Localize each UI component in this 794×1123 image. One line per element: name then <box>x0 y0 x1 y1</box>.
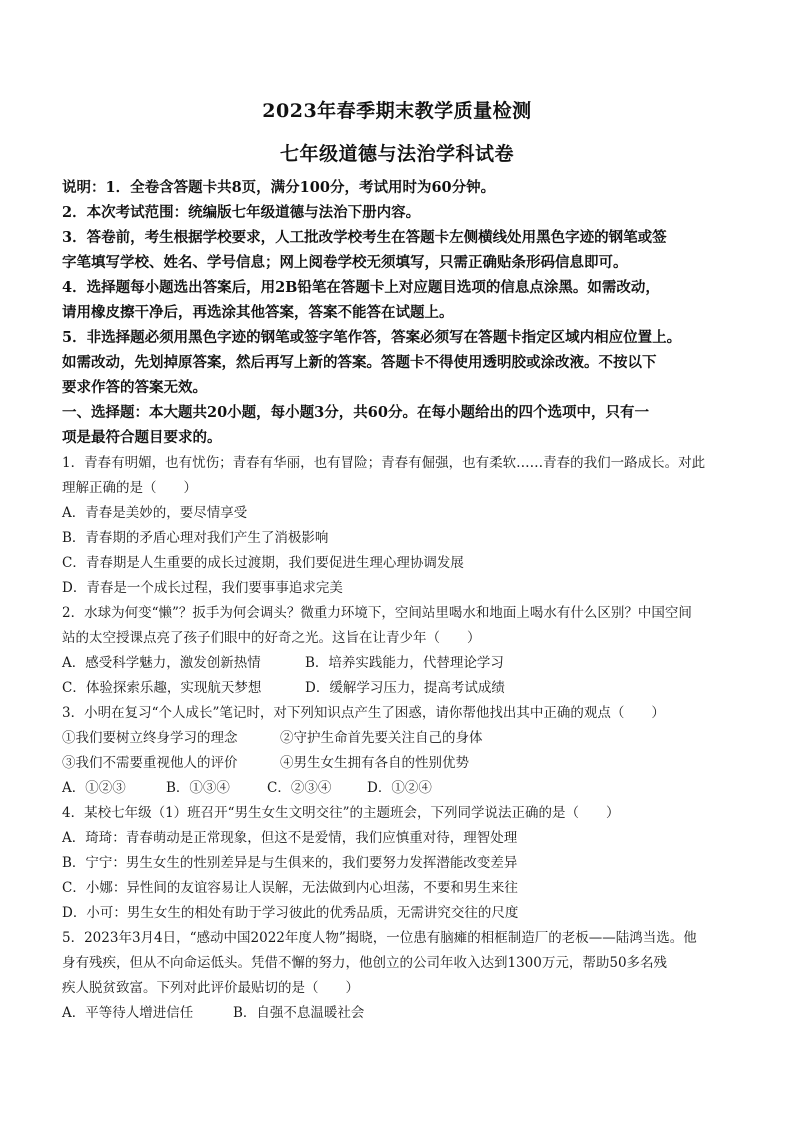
question-1-option-b: B．青春期的矛盾心理对我们产生了消极影响 <box>62 530 329 546</box>
question-3-statement-1: ①我们要树立终身学习的理念 <box>62 730 238 746</box>
question-1-stem: 1．青春有明媚，也有忧伤；青春有华丽，也有冒险；青春有倔强，也有柔软……青春的我们一路成长。对此 <box>62 455 706 471</box>
question-3-statement-4: ④男生女生拥有各自的性别优势 <box>280 755 469 771</box>
question-3-option-b: B．①③④ <box>166 780 230 796</box>
question-5-stem: 身有残疾，但从不向命运低头。凭借不懈的努力，他创立的公司年收入达到1300万元，帮助50多名残 <box>62 955 668 971</box>
instruction-line: 4．选择题每小题选出答案后，用2B铅笔在答题卡上对应题目选项的信息点涂黑。如需改动， <box>62 279 660 296</box>
question-3-option-a: A．①②③ <box>62 780 126 796</box>
instruction-line: 说明：1．全卷含答题卡共8页，满分100分，考试用时为60分钟。 <box>62 179 496 196</box>
instruction-line: 5．非选择题必须用黑色字迹的钢笔或签字笔作答，答案必须写在答题卡指定区域内相应位置上。 <box>62 329 682 346</box>
question-3-stem: 3．小明在复习“个人成长”笔记时，对下列知识点产生了困惑，请你帮他找出其中正确的观点（ ） <box>62 705 665 721</box>
instruction-line: 要求作答的答案无效。 <box>62 379 207 396</box>
question-1-option-d: D．青春是一个成长过程，我们要事事追求完美 <box>62 580 343 596</box>
question-5-stem: 5．2023年3月4日，“感动中国2022年度人物”揭晓，一位患有脑瘫的相框制造厂的老板——陆鸿当选。他 <box>62 930 697 946</box>
question-1-stem: 理解正确的是（ ） <box>62 480 197 496</box>
question-4-option-b: B．宁宁：男生女生的性别差异是与生俱来的，我们要努力发挥潜能改变差异 <box>62 855 518 871</box>
section-heading: 一、选择题：本大题共20小题，每小题3分，共60分。在每小题给出的四个选项中，只有一 <box>62 404 649 421</box>
question-1-option-a: A．青春是美妙的，要尽情享受 <box>62 505 248 521</box>
exam-subtitle: 七年级道德与法治学科试卷 <box>279 143 514 165</box>
instruction-line: 字笔填写学校、姓名、学号信息；网上阅卷学校无须填写，只需正确贴条形码信息即可。 <box>62 254 628 271</box>
question-1-option-c: C．青春期是人生重要的成长过渡期，我们要促进生理心理协调发展 <box>62 555 464 571</box>
question-4-stem: 4．某校七年级（1）班召开“男生女生文明交往”的主题班会，下列同学说法正确的是（ ） <box>62 805 620 821</box>
question-2-option-c: C．体验探索乐趣，实现航天梦想 <box>62 680 262 696</box>
question-4-option-c: C．小娜：异性间的友谊容易让人误解，无法做到内心坦荡，不要和男生来往 <box>62 880 518 896</box>
question-4-option-d: D．小可：男生女生的相处有助于学习彼此的优秀品质，无需讲究交往的尺度 <box>62 905 519 921</box>
question-5-stem: 疾人脱贫致富。下列对此评价最贴切的是（ ） <box>62 980 359 996</box>
instruction-line: 如需改动，先划掉原答案，然后再写上新的答案。答题卡不得使用透明胶或涂改液。不按以下 <box>62 354 657 371</box>
question-2-option-d: D．缓解学习压力，提高考试成绩 <box>305 680 505 696</box>
instruction-line: 2．本次考试范围：统编版七年级道德与法治下册内容。 <box>62 204 421 221</box>
question-3-statement-2: ②守护生命首先要关注自己的身体 <box>280 730 483 746</box>
question-2-option-a: A．感受科学魅力，激发创新热情 <box>62 655 261 671</box>
question-5-option-a: A．平等待人增进信任 <box>62 1005 194 1021</box>
question-3-option-c: C．②③④ <box>267 780 332 796</box>
instruction-line: 请用橡皮擦干净后，再选涂其他答案，答案不能答在试题上。 <box>62 304 454 321</box>
question-3-option-d: D．①②④ <box>367 780 432 796</box>
exam-title: 2023年春季期末教学质量检测 <box>262 100 532 122</box>
question-3-statement-3: ③我们不需要重视他人的评价 <box>62 755 238 771</box>
question-2-stem: 2．水球为何变“懒”？扳手为何会调头？微重力环境下，空间站里喝水和地面上喝水有什么区别？中国空间 <box>62 605 692 621</box>
instruction-line: 3．答卷前，考生根据学校要求，人工批改学校考生在答题卡左侧横线处用黑色字迹的钢笔或签 <box>62 229 667 246</box>
section-heading: 项是最符合题目要求的。 <box>62 429 222 446</box>
question-2-option-b: B．培养实践能力，代替理论学习 <box>305 655 504 671</box>
question-4-option-a: A．琦琦：青春萌动是正常现象，但这不是爱情，我们应慎重对待，理智处理 <box>62 830 518 846</box>
question-5-option-b: B．自强不息温暖社会 <box>233 1005 365 1021</box>
question-2-stem: 站的太空授课点亮了孩子们眼中的好奇之光。这旨在让青少年（ ） <box>62 630 481 646</box>
